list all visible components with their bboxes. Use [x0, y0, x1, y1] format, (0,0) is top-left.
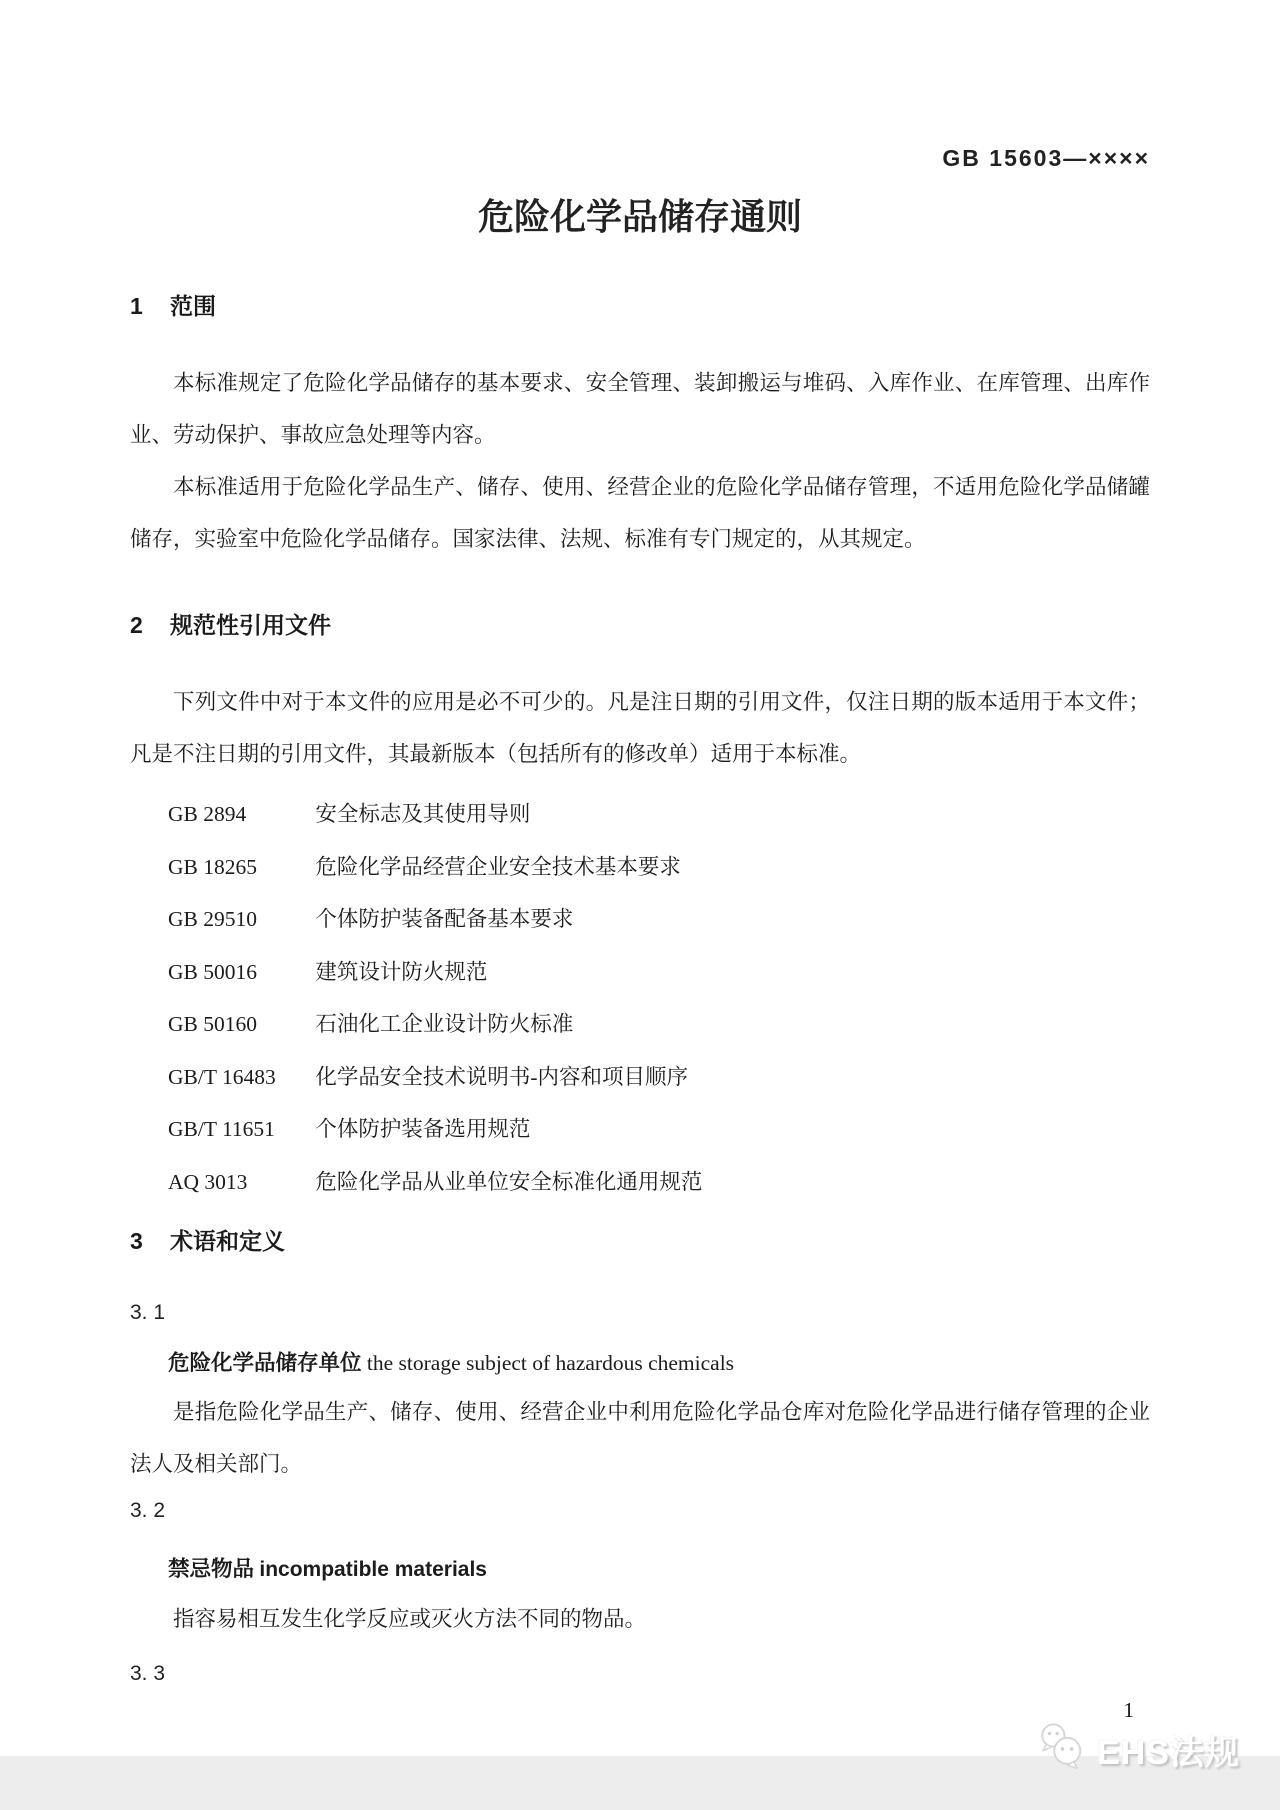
standard-code: GB 15603—××××: [942, 145, 1150, 171]
reference-item: [130, 998, 1150, 1051]
term-en: the storage subject of hazardous chemicals: [366, 1351, 735, 1375]
reference-code: GB 29510: [168, 907, 257, 931]
term-3-3-number: 3. 3: [130, 1662, 166, 1685]
reference-title: 个体防护装备选用规范: [315, 1117, 531, 1141]
reference-title: 危险化学品经营企业安全技术基本要求: [315, 854, 681, 879]
normative-references-list: [130, 788, 1150, 1208]
section-number: 2: [130, 612, 143, 638]
reference-title: 建筑设计防火规范: [315, 959, 488, 984]
section-1-heading: [130, 291, 1150, 321]
section-heading-text: 范围: [170, 293, 216, 319]
reference-item: [130, 1103, 1150, 1156]
term-en: incompatible materials: [259, 1558, 487, 1581]
watermark-text: EHS法规: [1097, 1734, 1240, 1772]
reference-code: GB/T 11651: [168, 1117, 275, 1141]
term-3-2-number: 3. 2: [130, 1499, 166, 1522]
reference-code: AQ 3013: [168, 1169, 248, 1194]
section-heading-text: 术语和定义: [170, 1228, 285, 1254]
reference-title: 危险化学品从业单位安全标准化通用规范: [315, 1169, 703, 1194]
document-title: 危险化学品储存通则: [477, 196, 802, 237]
section-number: 3: [130, 1228, 143, 1254]
term-3-1-number: 3. 1: [130, 1301, 166, 1324]
term-3-2-definition: 指容易相互发生化学反应或灭火方法不同的物品。: [173, 1607, 647, 1631]
section-number: 1: [130, 293, 143, 319]
term-3-1-definition: 是指危险化学品生产、储存、使用、经营企业中利用危险化学品仓库对危险化学品进行储存管理的企业法人及相关部门。: [130, 1400, 1150, 1476]
reference-code: GB 2894: [168, 802, 247, 826]
term-zh: 禁忌物品: [168, 1557, 255, 1581]
reference-item: [130, 788, 1150, 841]
term-3-2-line: [130, 1554, 1150, 1585]
term-3-1-line: [130, 1348, 1150, 1378]
section-1-paragraph-2: 本标准适用于危险化学品生产、储存、使用、经营企业的危险化学品储存管理，不适用危险化学品储罐储存，实验室中危险化学品储存。国家法律、法规、标准有专门规定的，从其规定。: [130, 475, 1150, 551]
term-zh: 危险化学品储存单位: [168, 1351, 362, 1375]
reference-item: [130, 893, 1150, 946]
reference-item: [130, 1051, 1150, 1104]
reference-item: [130, 946, 1150, 999]
reference-code: GB 50160: [168, 1012, 257, 1036]
reference-code: GB/T 16483: [168, 1064, 276, 1089]
reference-title: 化学品安全技术说明书-内容和项目顺序: [315, 1064, 689, 1089]
reference-item: [130, 1156, 1150, 1209]
section-2-heading: [130, 610, 1150, 640]
reference-code: GB 50016: [168, 959, 257, 984]
reference-item: [130, 841, 1150, 894]
watermark: [1037, 1722, 1240, 1777]
section-3-heading: [130, 1226, 1150, 1256]
reference-title: 石油化工企业设计防火标准: [315, 1012, 574, 1036]
reference-code: GB 18265: [168, 854, 257, 879]
reference-title: 安全标志及其使用导则: [315, 802, 531, 826]
wechat-icon: [1037, 1722, 1087, 1777]
section-1-paragraph-1: 本标准规定了危险化学品储存的基本要求、安全管理、装卸搬运与堆码、入库作业、在库管理、出库作业、劳动保护、事故应急处理等内容。: [130, 371, 1150, 447]
section-heading-text: 规范性引用文件: [170, 612, 331, 638]
section-2-intro: 下列文件中对于本文件的应用是必不可少的。凡是注日期的引用文件，仅注日期的版本适用于本文件；凡是不注日期的引用文件，其最新版本（包括所有的修改单）适用于本标准。: [130, 690, 1150, 766]
page-number: 1: [1123, 1698, 1134, 1722]
reference-title: 个体防护装备配备基本要求: [315, 907, 574, 931]
